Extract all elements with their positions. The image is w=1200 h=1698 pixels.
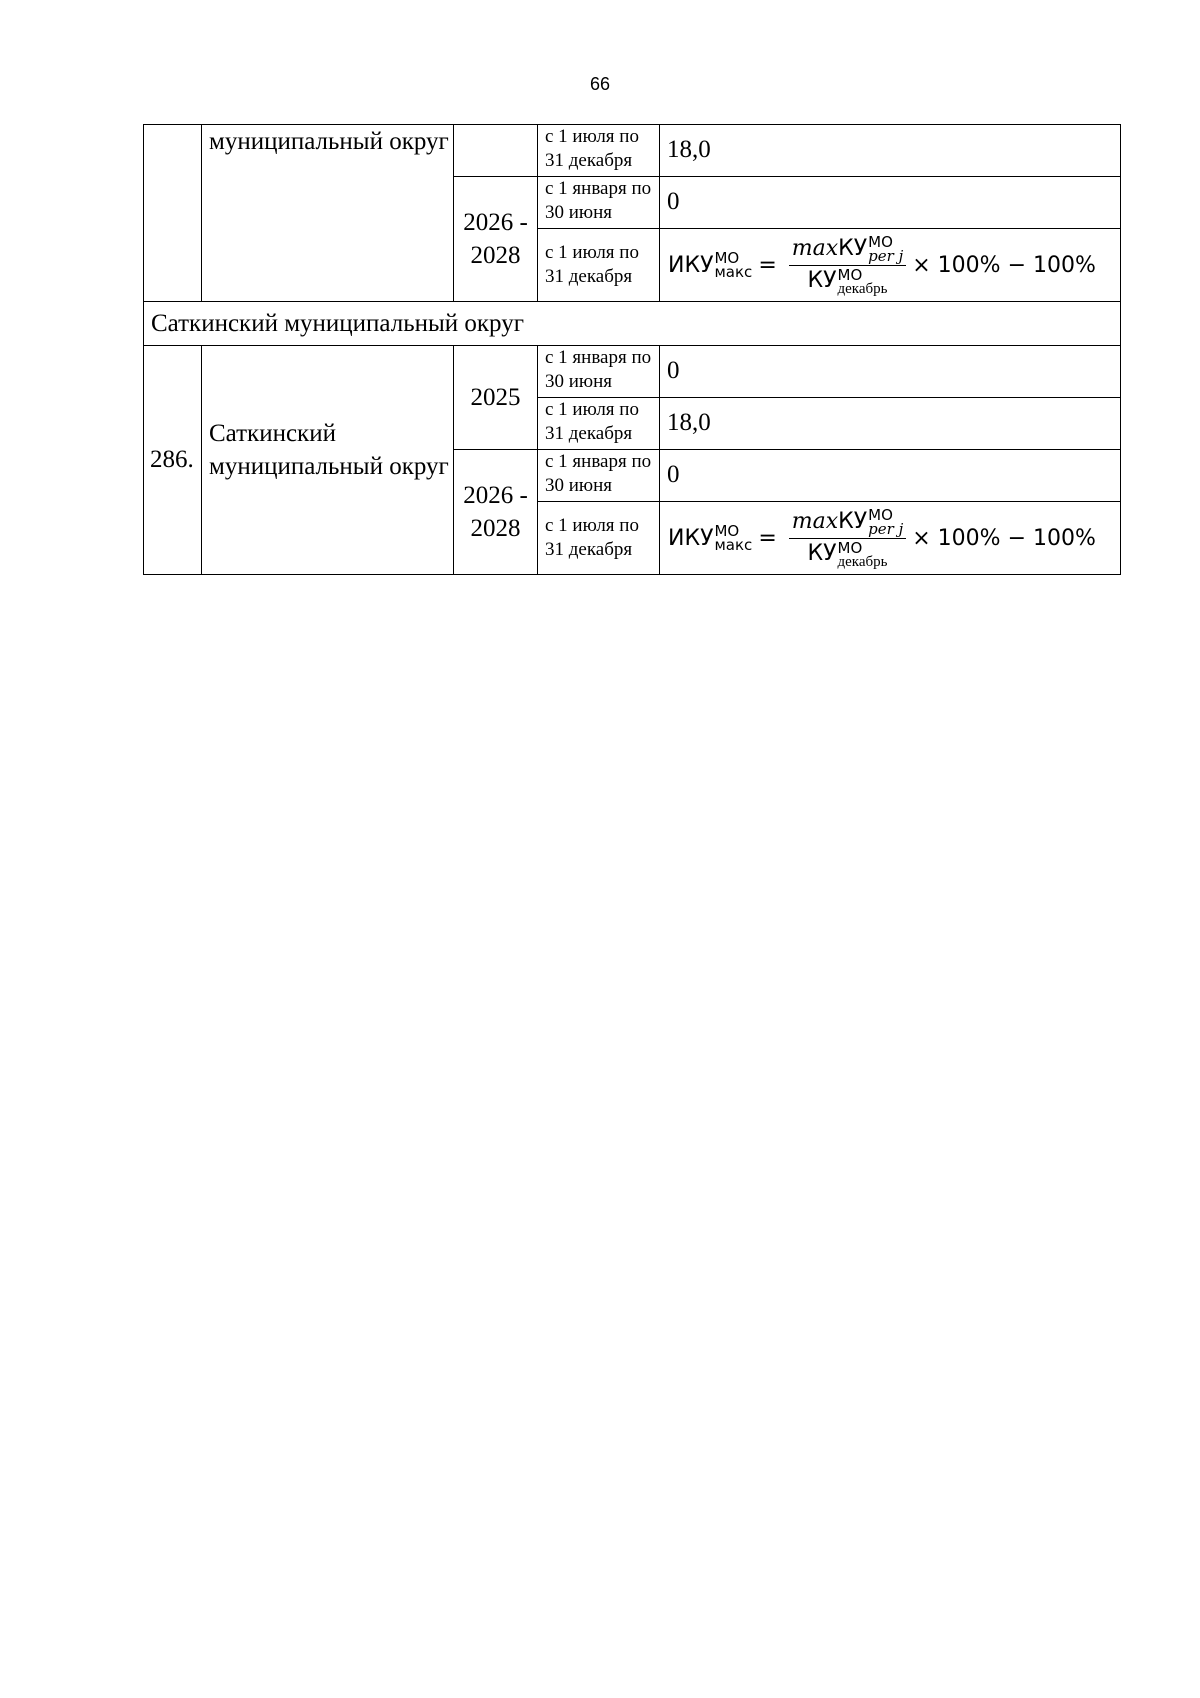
formula-lhs: ИКУ bbox=[668, 252, 714, 278]
formula-lhs-sup: МО bbox=[714, 522, 740, 540]
formula-num-sub: per j bbox=[868, 519, 904, 538]
period-cell: с 1 июля по 31 декабря bbox=[538, 502, 660, 575]
section-row bbox=[144, 302, 1121, 346]
formula-cell bbox=[660, 502, 1121, 575]
period-cell: с 1 января по 30 июня bbox=[538, 450, 660, 502]
formula-den-sub: декабрь bbox=[837, 553, 888, 570]
formula-lhs-sub: макс bbox=[714, 536, 753, 554]
formula-tail: × 100% − 100% bbox=[912, 252, 1096, 278]
period-cell: с 1 июля по 31 декабря bbox=[538, 229, 660, 302]
formula-max: max bbox=[791, 236, 839, 261]
formula-cell bbox=[660, 229, 1121, 302]
value-cell: 0 bbox=[660, 346, 1121, 398]
district-name-cell: Саткинский муниципальный округ bbox=[202, 346, 454, 575]
table-row bbox=[144, 125, 1121, 177]
formula-num-sup: МО bbox=[868, 505, 893, 524]
formula-num-sub: per j bbox=[868, 246, 904, 265]
formula-tail: × 100% − 100% bbox=[912, 525, 1096, 551]
formula-den-base: КУ bbox=[807, 540, 837, 566]
value-cell: 18,0 bbox=[660, 125, 1121, 177]
formula-eq: = bbox=[758, 525, 777, 551]
formula-num-sup: МО bbox=[868, 232, 893, 251]
formula-den-base: КУ bbox=[807, 267, 837, 293]
formula-lhs-sub: макс bbox=[714, 263, 753, 281]
formula-lhs: ИКУ bbox=[668, 525, 714, 551]
formula-num-base: КУ bbox=[838, 236, 868, 261]
year-cell: 2026 - 2028 bbox=[454, 450, 538, 575]
rates-table bbox=[143, 124, 1121, 575]
formula bbox=[668, 232, 1120, 297]
formula bbox=[668, 505, 1120, 570]
formula-den-sup: МО bbox=[837, 538, 863, 557]
formula-max: max bbox=[791, 509, 839, 534]
number-cell bbox=[144, 125, 202, 302]
section-title: Саткинский муниципальный округ bbox=[144, 302, 1121, 346]
formula-num-base: КУ bbox=[838, 509, 868, 534]
period-cell: с 1 июля по 31 декабря bbox=[538, 398, 660, 450]
entry-number: 286. bbox=[144, 346, 202, 575]
formula-eq: = bbox=[758, 252, 777, 278]
value-cell: 0 bbox=[660, 450, 1121, 502]
value-cell: 18,0 bbox=[660, 398, 1121, 450]
year-cell: 2026 - 2028 bbox=[454, 177, 538, 302]
period-cell: с 1 января по 30 июня bbox=[538, 177, 660, 229]
formula-den-sub: декабрь bbox=[837, 280, 888, 297]
period-cell: с 1 июля по 31 декабря bbox=[538, 125, 660, 177]
formula-den-sup: МО bbox=[837, 265, 863, 284]
year-cell: 2025 bbox=[454, 346, 538, 450]
table-row bbox=[144, 346, 1121, 398]
period-cell: с 1 января по 30 июня bbox=[538, 346, 660, 398]
year-cell bbox=[454, 125, 538, 177]
page-number: 66 bbox=[589, 74, 611, 94]
value-cell: 0 bbox=[660, 177, 1121, 229]
formula-lhs-sup: МО bbox=[714, 249, 740, 267]
district-name-cell: муниципальный округ bbox=[202, 125, 454, 302]
